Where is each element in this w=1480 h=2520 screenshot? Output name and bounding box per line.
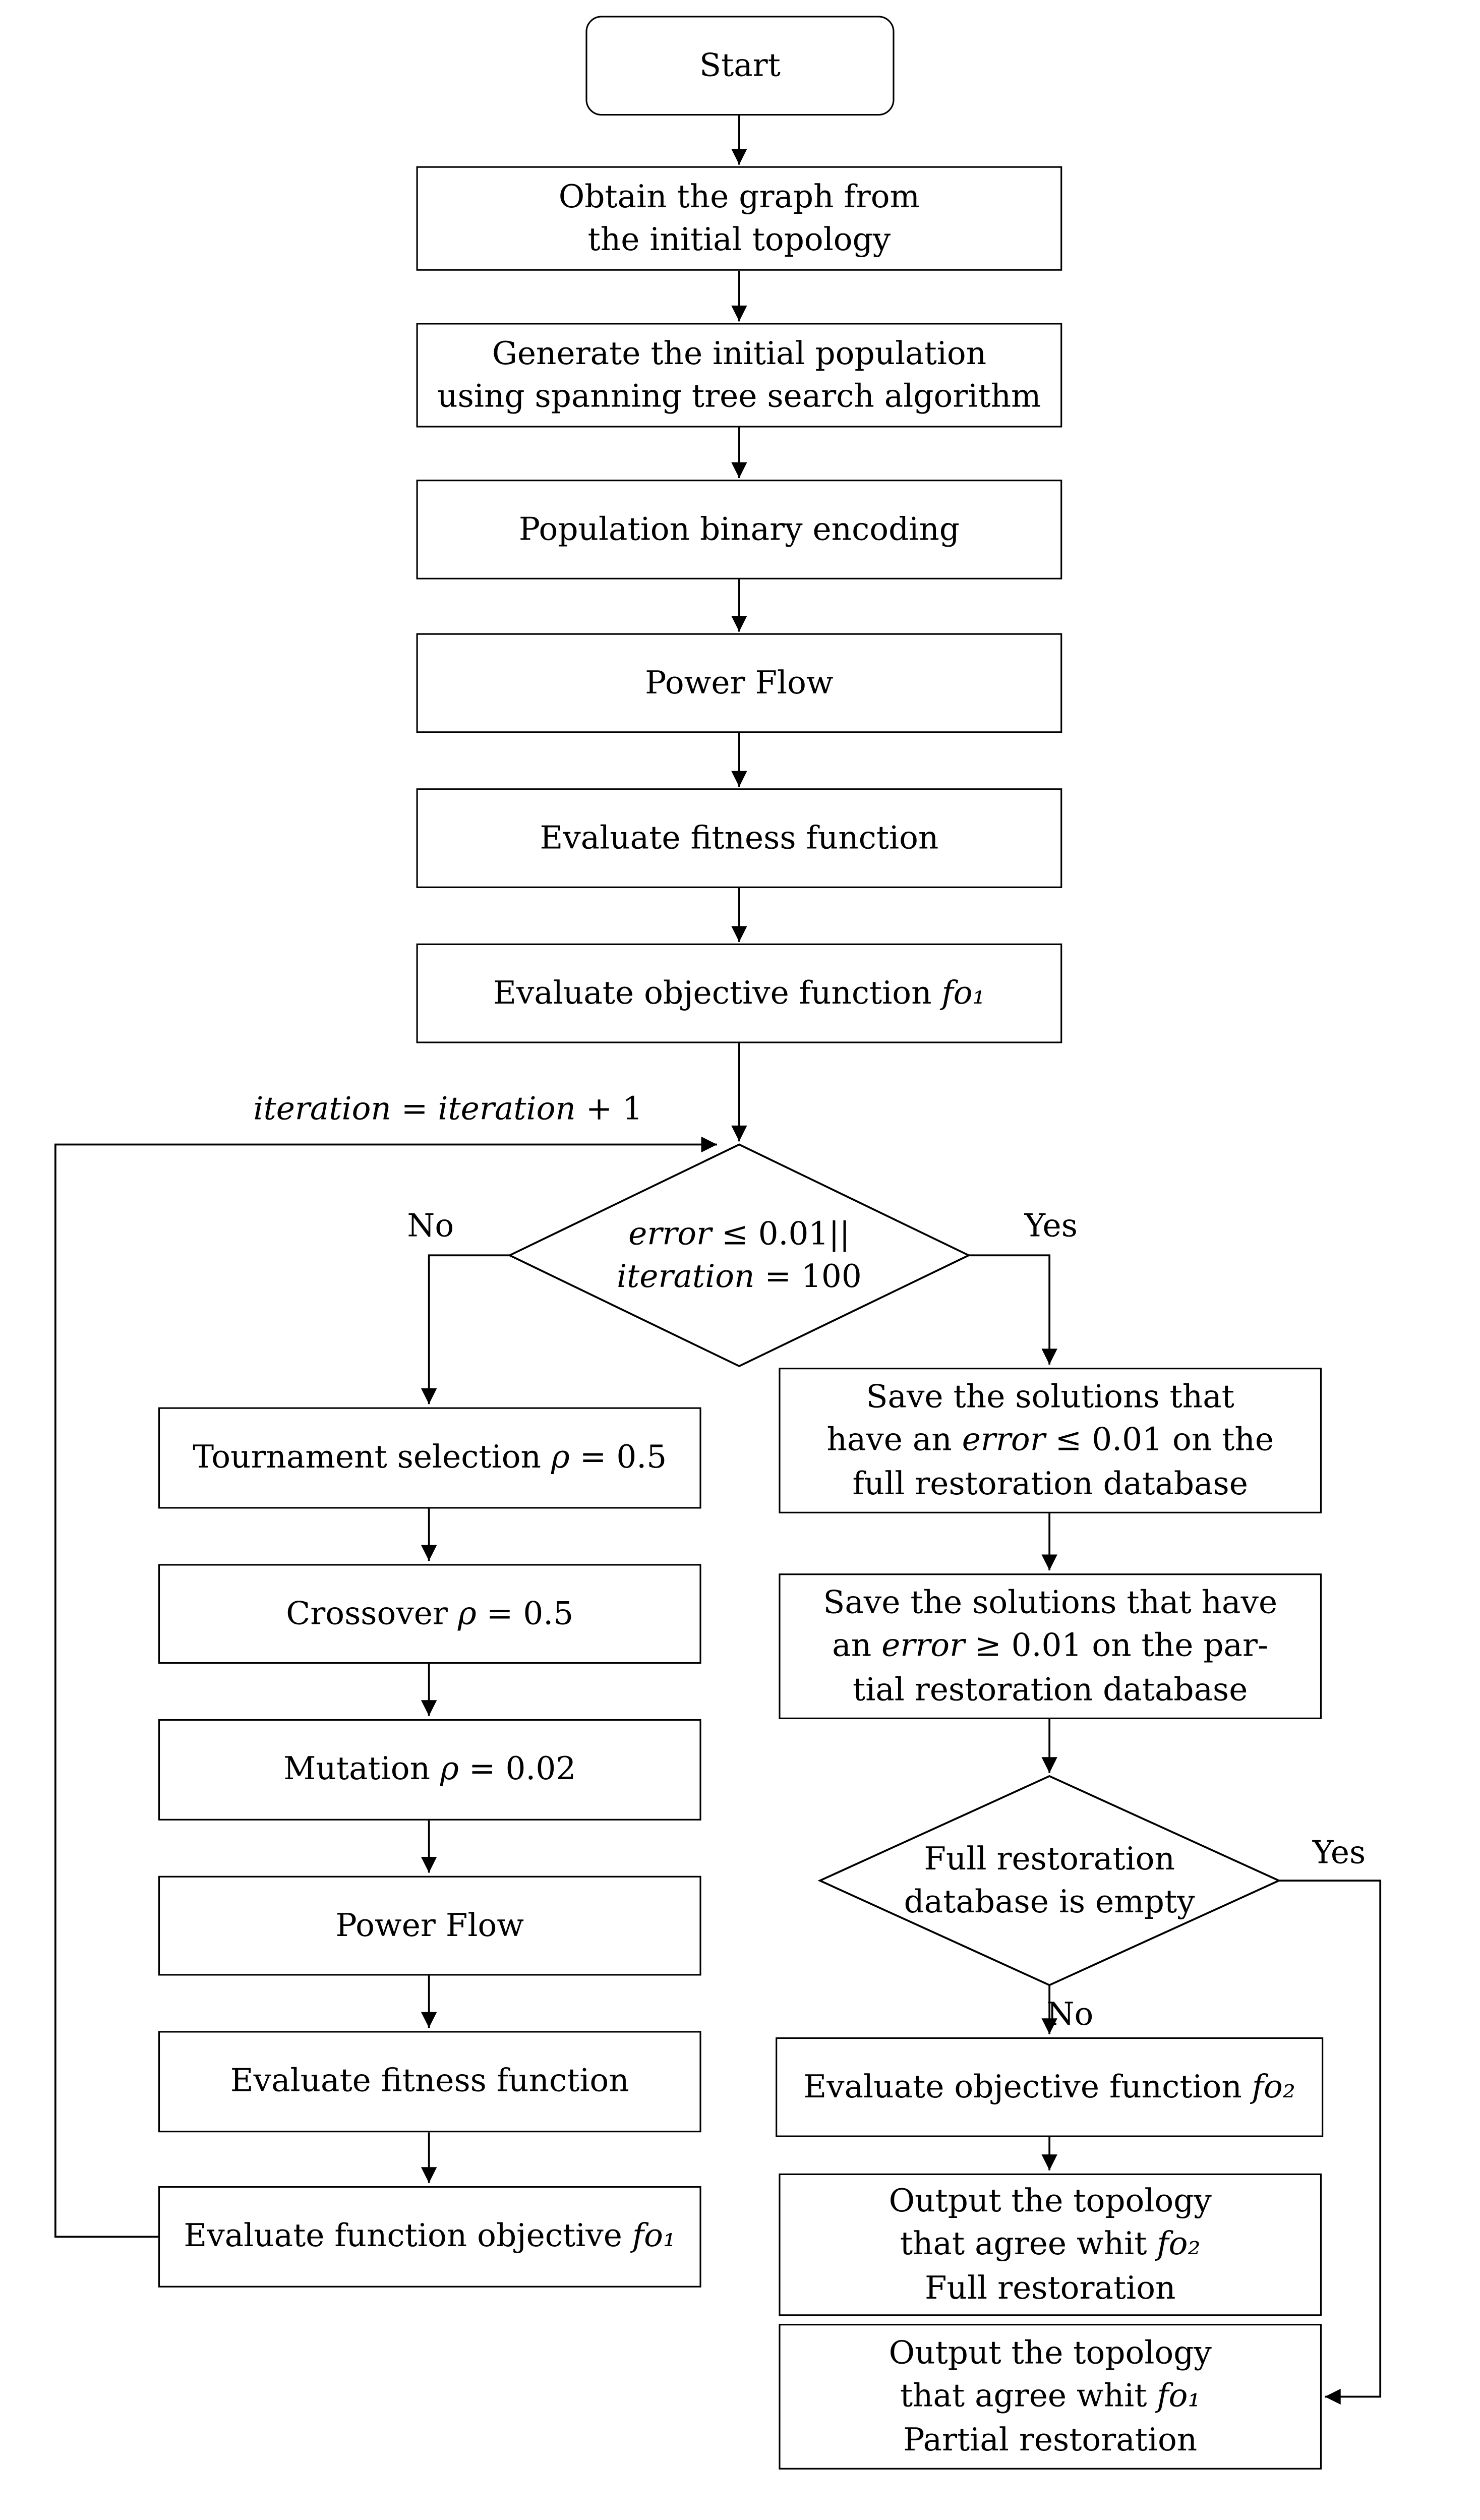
decision-full-db-empty: Full restoration database is empty — [904, 1838, 1195, 1920]
node-binary-encoding: Population binary encoding — [417, 480, 1062, 579]
decision-error-iteration: error ≤ 0.01|| iteration = 100 — [616, 1213, 862, 1295]
edge-decision1-yes-savefull — [969, 1255, 1049, 1365]
node-output-partial-restoration: Output the topology that agree whit fo₁ Partial restoration — [779, 2324, 1322, 2470]
edge-label-decision1-yes: Yes — [1024, 1206, 1078, 1245]
node-evaluate-fitness-2: Evaluate fitness function — [158, 2031, 701, 2132]
node-tournament-selection: Tournament selection ρ = 0.5 — [158, 1408, 701, 1509]
node-evaluate-objective-fo1: Evaluate objective function fo₁ — [417, 944, 1062, 1043]
node-generate-population: Generate the initial population using spanning tree search algorithm — [417, 323, 1062, 427]
node-output-full-restoration: Output the topology that agree whit fo₂ Full restoration — [779, 2174, 1322, 2316]
node-save-partial-restoration: Save the solutions that have an error ≥ 0.01 on the par- tial restoration database — [779, 1573, 1322, 1719]
edge-label-decision1-no: No — [407, 1206, 454, 1245]
node-mutation: Mutation ρ = 0.02 — [158, 1719, 701, 1821]
node-power-flow-2: Power Flow — [158, 1876, 701, 1976]
node-crossover: Crossover ρ = 0.5 — [158, 1564, 701, 1664]
edge-label-iteration-increment: iteration = iteration + 1 — [253, 1089, 643, 1127]
node-obtain-graph: Obtain the graph from the initial topology — [417, 166, 1062, 271]
node-evaluate-function-objective-fo1: Evaluate function objective fo₁ — [158, 2186, 701, 2288]
edge-decision1-no-tournament — [429, 1255, 510, 1404]
edge-label-decision2-yes: Yes — [1312, 1833, 1366, 1871]
edge-decision2-yes-outputpartial — [1279, 1881, 1380, 2396]
node-evaluate-fitness-1: Evaluate fitness function — [417, 788, 1062, 888]
node-evaluate-objective-fo2: Evaluate objective function fo₂ — [776, 2037, 1323, 2137]
node-save-full-restoration: Save the solutions that have an error ≤ 0.01 on the full restoration database — [779, 1368, 1322, 1513]
node-power-flow-1: Power Flow — [417, 633, 1062, 733]
edge-label-decision2-no: No — [1046, 1995, 1094, 2033]
node-start: Start — [585, 16, 894, 115]
